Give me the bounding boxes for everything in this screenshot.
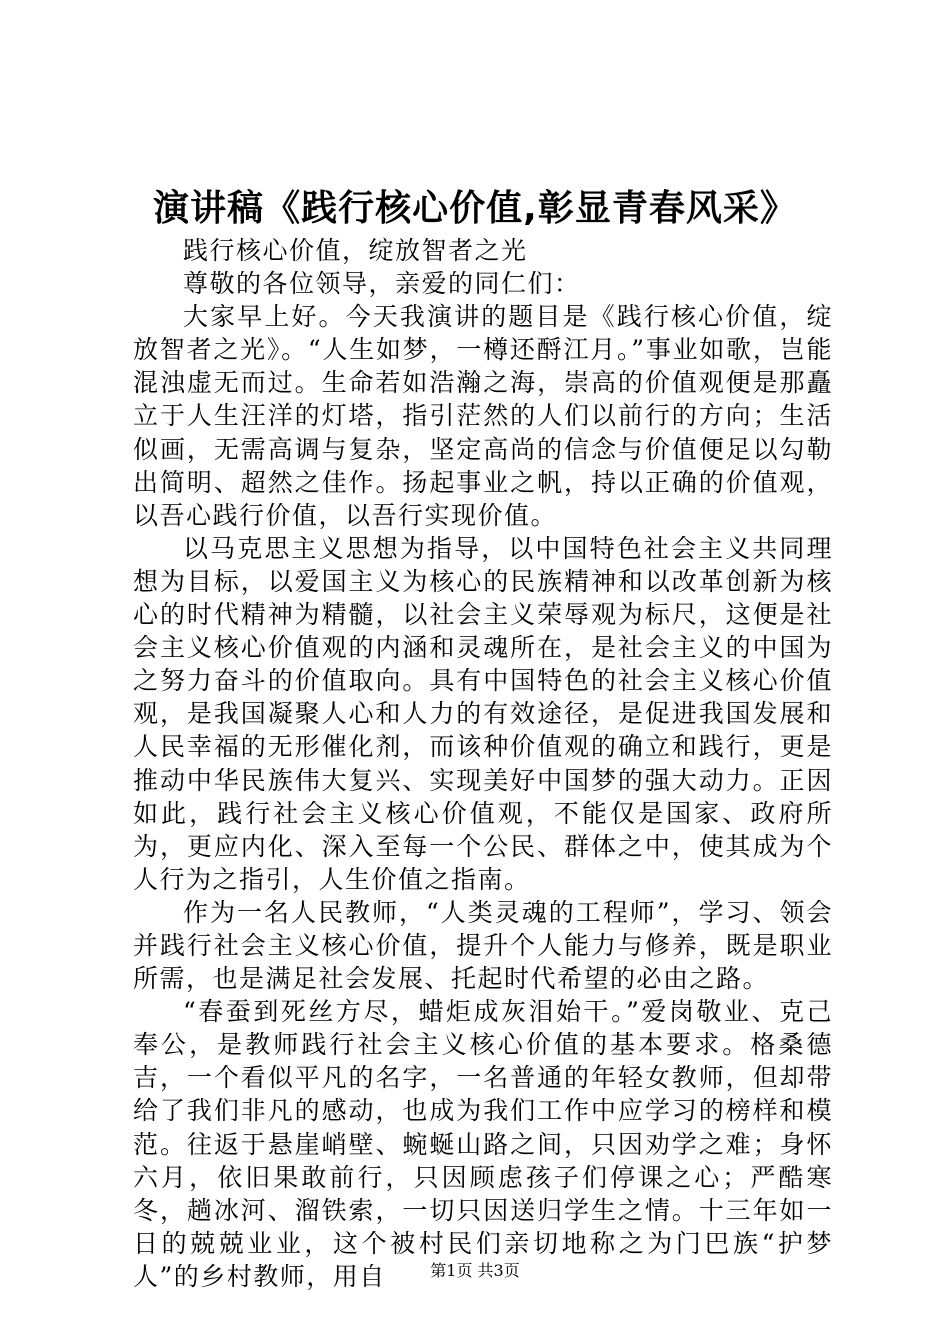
document-title: 演讲稿《践行核心价值,彰显青春风采》 xyxy=(153,188,797,229)
document-body xyxy=(133,234,833,1293)
page-footer: 第1页 共3页 xyxy=(430,1261,520,1280)
paragraph-greeting: 尊敬的各位领导，亲爱的同仁们： xyxy=(183,269,581,299)
paragraph: 以马克思主义思想为指导，以中国特色社会主义共同理想为目标，以爱国主义为核心的民族精神和以改革创新为核心的时代精神为精髓，以社会主义荣辱观为标尺，这便是社会主义核心价值观的内涵和灵魂所在，是社会主义的中国为之努力奋斗的价值取向。具有中国特色的社会主义核心价值观，是我国凝聚人心和人力的有效途径，是促进我国发展和人民幸福的无形催化剂，而该种价值观的确立和践行，更是推动中华民族伟大复兴、实现美好中国梦的强大动力。正因如此，践行社会主义核心价值观，不能仅是国家、政府所为，更应内化、深入至每一个公民、群体之中，使其成为个人行为之指引，人生价值之指南。 xyxy=(133,533,833,894)
paragraph-subtitle: 践行核心价值，绽放智者之光 xyxy=(183,236,528,265)
paragraph: 大家早上好。今天我演讲的题目是《践行核心价值，绽放智者之光》。“人生如梦，一樽还酹江月。”事业如歌，岂能混浊虚无而过。生命若如浩瀚之海，崇高的价值观便是那矗立于人生汪洋的灯塔，指引茫然的人们以前行的方向；生活似画，无需高调与复杂，坚定高尚的信念与价值便足以勾勒出简明、超然之佳作。扬起事业之帆，持以正确的价值观，以吾心践行价值，以吾行实现价值。 xyxy=(133,302,833,530)
paragraph: 作为一名人民教师，“人类灵魂的工程师”，学习、领会并践行社会主义核心价值，提升个人能力与修养，既是职业所需，也是满足社会发展、托起时代希望的必由之路。 xyxy=(133,897,833,994)
paragraph: “春蚕到死丝方尽，蜡炬成灰泪始干。”爱岗敬业、克己奉公，是教师践行社会主义核心价值的基本要求。格桑德吉，一个看似平凡的名字，一名普通的年轻女教师，但却带给了我们非凡的感动，也成为我们工作中应学习的榜样和模范。往返于悬崖峭壁、蜿蜒山路之间，只因劝学之难；身怀六月，依旧果敢前行，只因顾虑孩子们停课之心；严酷寒冬，趟冰河、溜铁索，一切只因送归学生之情。十三年如一日的兢兢业业，这个被村民们亲切地称之为门巴族“护梦人”的乡村教师，用自 xyxy=(133,997,833,1291)
